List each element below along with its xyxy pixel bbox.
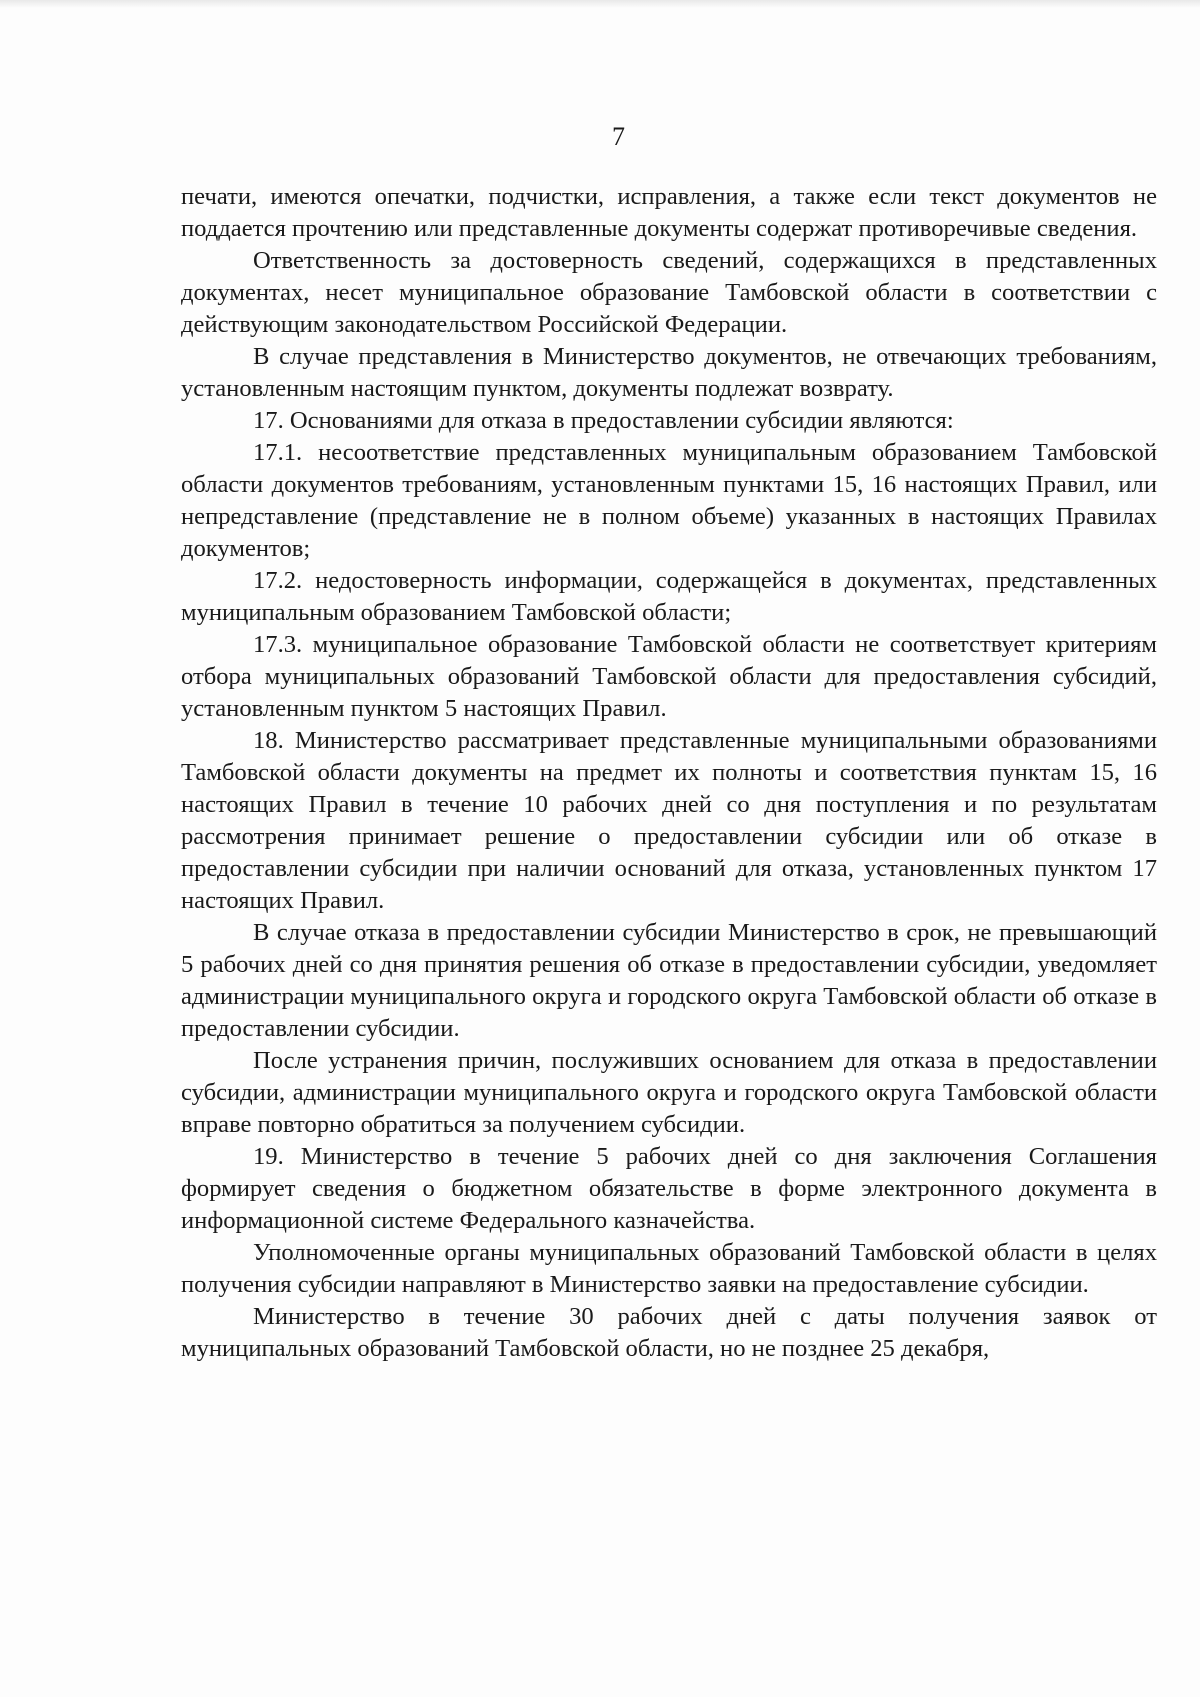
paragraph: 17.1. несоответствие представленных муниципальным образованием Тамбовской области документов требованиям, установленным пунктами 15, 16 настоящих Правил, или непредставление (представление не в полном объеме) указанных в настоящих Правилах документов;: [181, 439, 1157, 562]
paragraph: 19. Министерство в течение 5 рабочих дней со дня заключения Соглашения формирует сведения о бюджетном обязательстве в форме электронного документа в информационной системе Федерального казначейства.: [181, 1143, 1157, 1234]
paragraph: Ответственность за достоверность сведений, содержащихся в представленных документах, несет муниципальное образование Тамбовской области в соответствии с действующим законодательством Российской Федерации.: [181, 247, 1157, 338]
document-body: [181, 181, 1157, 1365]
paragraph: В случае отказа в предоставлении субсидии Министерство в срок, не превышающий 5 рабочих дней со дня принятия решения об отказе в предоставлении субсидии, уведомляет администрации муниципального округа и городского округа Тамбовской области об отказе в предоставлении субсидии.: [181, 919, 1157, 1042]
paragraph: 17.3. муниципальное образование Тамбовской области не соответствует критериям отбора муниципальных образований Тамбовской области для предоставления субсидий, установленным пунктом 5 настоящих Правил.: [181, 631, 1157, 722]
paragraph: В случае представления в Министерство документов, не отвечающих требованиям, установленным настоящим пунктом, документы подлежат возврату.: [181, 343, 1157, 402]
paragraph: печати, имеются опечатки, подчистки, исправления, а также если текст документов не поддается прочтению или представленные документы содержат противоречивые сведения.: [181, 183, 1157, 242]
page-number: 7: [612, 122, 625, 151]
paragraph: 17.2. недостоверность информации, содержащейся в документах, представленных муниципальным образованием Тамбовской области;: [181, 567, 1157, 626]
paragraph: 18. Министерство рассматривает представленные муниципальными образованиями Тамбовской области документы на предмет их полноты и соответствия пунктам 15, 16 настоящих Правил в течение 10 рабочих дней со дня поступления и по результатам рассмотрения принимает решение о предоставлении субсидии или об отказе в предоставлении субсидии при наличии оснований для отказа, установленных пунктом 17 настоящих Правил.: [181, 727, 1157, 914]
paragraph: Министерство в течение 30 рабочих дней с даты получения заявок от муниципальных образований Тамбовской области, но не позднее 25 декабря,: [181, 1303, 1157, 1362]
paragraph: Уполномоченные органы муниципальных образований Тамбовской области в целях получения субсидии направляют в Министерство заявки на предоставление субсидии.: [181, 1239, 1157, 1298]
paragraph: После устранения причин, послуживших основанием для отказа в предоставлении субсидии, администрации муниципального округа и городского округа Тамбовской области вправе повторно обратиться за получением субсидии.: [181, 1047, 1157, 1138]
scan-edge: [0, 0, 1200, 8]
paragraph: 17. Основаниями для отказа в предоставлении субсидии являются:: [253, 407, 954, 434]
